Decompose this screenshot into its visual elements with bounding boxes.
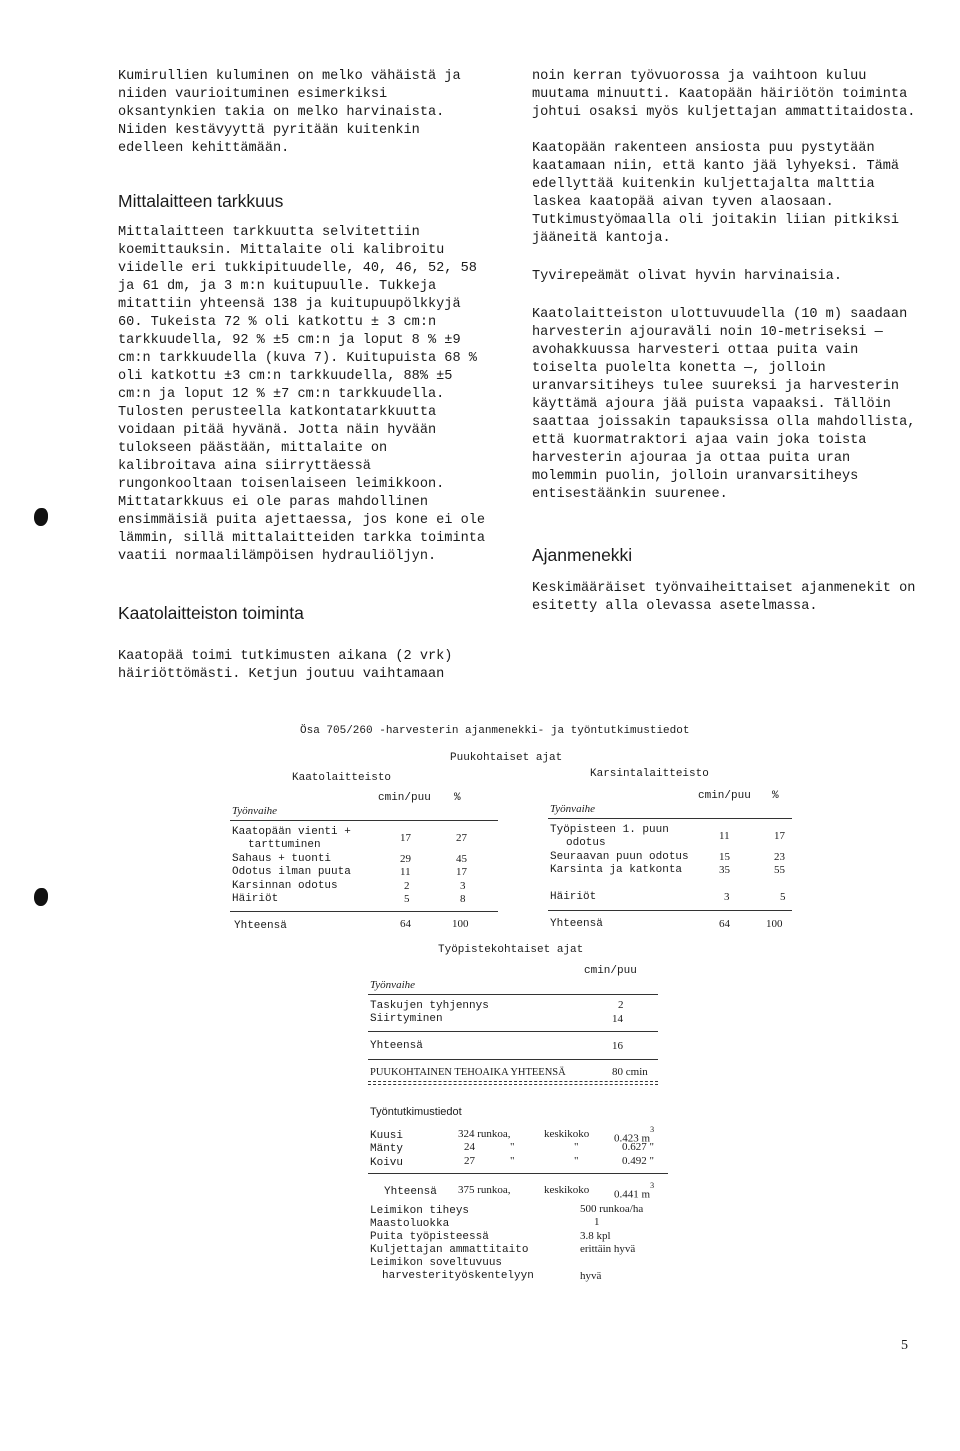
table-cell: 27 (456, 832, 467, 844)
table-cell: 15 (719, 851, 730, 863)
table-cell: 55 (774, 864, 785, 876)
keskikoko-label: keskikoko (544, 1128, 590, 1140)
divider (548, 910, 792, 911)
detail-value: 500 runkoa/ha (580, 1203, 644, 1215)
section-heading: Ajanmenekki (532, 545, 633, 565)
puukohtaiset-heading: Puukohtaiset ajat (450, 752, 563, 764)
double-divider (368, 1084, 658, 1085)
detail-label: Leimikon tiheys (370, 1205, 470, 1217)
divider (230, 911, 498, 912)
total-cell: 100 (452, 918, 469, 930)
size-cell: 0.492 " (622, 1155, 654, 1167)
paragraph: Tyvirepeämät olivat hyvin harvinaisia. (532, 269, 842, 284)
table-cell: 14 (612, 1013, 623, 1025)
table-cell: 11 (719, 830, 730, 842)
detail-value: 3.8 kpl (580, 1230, 611, 1242)
table-row-label: Karsinnan odotus (232, 880, 338, 892)
tyopiste-col-min: cmin/puu (584, 965, 637, 977)
left-column (118, 68, 490, 698)
detail-label: Maastoluokka (370, 1218, 450, 1230)
karsinta-col-min: cmin/puu (698, 790, 751, 802)
table-row-label: Työpisteen 1. puun (550, 824, 669, 836)
divider (368, 1173, 668, 1174)
table-row-label: tarttuminen (248, 839, 321, 851)
paragraph: Kaatopään rakenteen ansiosta puu pystytään kaatamaan niin, että kanto jää lyhyeksi. Tämä edellyttää kuitenkin kuljettajalta malttia laskea kaatopää aivan tyven alaosaan. Tutkimustyömaalla oli joitakin liian pitkiksi jääneitä kantoja. (532, 141, 900, 246)
species-label: Kuusi (370, 1130, 404, 1142)
tyopiste-heading: Työpistekohtaiset ajat (438, 944, 584, 956)
total-count: 375 runkoa, (458, 1184, 511, 1196)
ditto-mark: " (510, 1155, 515, 1167)
total-cell: 100 (766, 918, 783, 930)
table-row-label: Häiriöt (232, 893, 279, 905)
right-column (532, 68, 920, 630)
paragraph: Kaatopää toimi tutkimusten aikana (2 vrk) häiriöttömästi. Ketjun joutuu vaihtamaan (118, 649, 453, 682)
section-heading: Mittalaitteen tarkkuus (118, 191, 284, 211)
ditto-mark: " (574, 1155, 579, 1167)
ditto-mark: " (574, 1141, 579, 1153)
table-cell: 17 (456, 866, 467, 878)
tyontutkimus-heading: Työntutkimustiedot (370, 1106, 462, 1118)
section-heading: Kaatolaitteiston toiminta (118, 603, 304, 623)
species-label: Koivu (370, 1157, 404, 1169)
table-row-label: Siirtyminen (370, 1013, 443, 1025)
table-row-label: Odotus ilman puuta (232, 866, 351, 878)
kaato-heading: Kaatolaitteisto (292, 772, 392, 784)
detail-value: 1 (594, 1216, 600, 1228)
detail-label: Kuljettajan ammattitaito (370, 1244, 529, 1256)
species-label: Mänty (370, 1143, 404, 1155)
table-row-label: Karsinta ja katkonta (550, 864, 683, 876)
ditto-mark: " (510, 1141, 515, 1153)
punch-hole-mark (34, 888, 48, 906)
size-cell: 0.423 $m^3$ (614, 1125, 655, 1145)
total-label: Yhteensä (550, 918, 603, 930)
table-cell: 3 (460, 880, 466, 892)
tyopiste-col-phase: Työnvaihe (370, 979, 416, 991)
total-cell: 64 (719, 918, 730, 930)
tehoaika-label: PUUKOHTAINEN TEHOAIKA YHTEENSÄ (370, 1067, 566, 1078)
divider (368, 1059, 658, 1060)
table-cell: 11 (400, 866, 411, 878)
table-cell: 23 (774, 851, 785, 863)
total-label: Yhteensä (370, 1040, 423, 1052)
table-row-label: Taskujen tyhjennys (370, 1000, 489, 1012)
table-cell: 29 (400, 853, 411, 865)
page-number: 5 (901, 1338, 908, 1353)
divider (368, 994, 658, 995)
detail-label: harvesterityöskentelyyn (382, 1270, 534, 1282)
divider (548, 818, 792, 819)
double-divider (368, 1081, 658, 1082)
table-title: Ösa 705/260 -harvesterin ajanmenekki- ja työntutkimustiedot (300, 725, 690, 737)
paragraph: Keskimääräiset työnvaiheittaiset ajanmenekit on esitetty alla olevassa asetelmassa. (532, 581, 916, 614)
table-row-label: Seuraavan puun odotus (550, 851, 689, 863)
table-cell: 2 (618, 999, 624, 1011)
table-cell: 3 (724, 891, 730, 903)
table-cell: 17 (774, 830, 785, 842)
total-label: Yhteensä (384, 1186, 437, 1198)
table-row-label: Häiriöt (550, 891, 597, 903)
table-row-label: Sahaus + tuonti (232, 853, 332, 865)
count-cell: 24 (464, 1141, 475, 1153)
detail-value: erittäin hyvä (580, 1243, 636, 1255)
keskikoko-label: keskikoko (544, 1184, 590, 1196)
karsinta-col-phase: Työnvaihe (550, 803, 596, 815)
table-cell: 17 (400, 832, 411, 844)
table-row-label: odotus (566, 837, 606, 849)
detail-value: hyvä (580, 1270, 602, 1282)
table-cell: 2 (404, 880, 410, 892)
table-cell: 5 (780, 891, 786, 903)
count-cell: 27 (464, 1155, 475, 1167)
punch-hole-mark (34, 508, 48, 526)
total-cell: 16 (612, 1040, 623, 1052)
paragraph: noin kerran työvuorossa ja vaihtoon kuluu muutama minuutti. Kaatopään häiriötön toiminta johtui osaksi myös kuljettajan ammattitaidosta. (532, 69, 916, 120)
detail-label: Leimikon soveltuvuus (370, 1257, 503, 1269)
total-label: Yhteensä (234, 920, 287, 932)
kaato-col-phase: Työnvaihe (232, 805, 278, 817)
table-cell: 8 (460, 893, 466, 905)
table-row-label: Kaatopään vienti + (232, 826, 351, 838)
kaato-col-min: cmin/puu (378, 792, 431, 804)
table-cell: 35 (719, 864, 730, 876)
kaato-col-pct: % (454, 792, 461, 804)
paragraph: Kumirullien kuluminen on melko vähäistä ja niiden vaurioituminen esimerkiksi oksantynkien takia on melko harvinaista. Niiden kestävyyttä pyritään kuitenkin edelleen kehittämään. (118, 69, 461, 156)
divider (230, 820, 498, 821)
paragraph: Mittalaitteen tarkkuutta selvitettiin koemittauksin. Mittalaite oli kalibroitu viidelle eri tukkipituudelle, 40, 46, 52, 58 ja 61 dm, ja 3 m:n kuitupuulle. Tukkeja mitattiin yhteensä 138 ja kuitupuupölkkyjä 60. Tukeista 72 % oli katkottu ± 3 cm:n tarkkuudella, 92 % ±5 cm:n ja loput 8 % ±9 cm:n tarkkuudella (kuva 7). Kuitupuista 68 % oli katkottu ±3 cm:n tarkkuudella, 88% ±5 cm:n ja loput 12 % ±7 cm:n tarkkuudella. Tulosten perusteella katkontatarkkuutta voidaan pitää hyvänä. Jotta näin hyvään tulokseen päästään, mittalaite on kalibroitava aina siirryttäessä rungonkooltaan toisenlaiseen leimikkoon. Mittatarkkuus ei ole paras mahdollinen ensimmäisiä puita ajettaessa, jos kone ei ole lämmin, sillä mittalaitteiden tarkka toiminta vaatii normaalilämpöisen hydrauliöljyn. (118, 225, 486, 564)
divider (368, 1031, 658, 1032)
table-cell: 45 (456, 853, 467, 865)
karsinta-heading: Karsintalaitteisto (590, 768, 709, 780)
total-cell: 64 (400, 918, 411, 930)
count-cell: 324 runkoa, (458, 1128, 511, 1140)
tehoaika-value: 80 cmin (612, 1066, 648, 1078)
paragraph: Kaatolaitteiston ulottuvuudella (10 m) saadaan harvesterin ajouraväli noin 10-metriseksi — avohakkuussa harvesteri ottaa puita vain toiselta puolelta konetta —, jolloin uranvarsitiheys tulee suureksi ja harvesterin käyttämä ajoura jää puista vapaaksi. Tällöin saattaa joissakin tapauksissa olla mahdollista, että kuormatraktori ajaa vain joka toista harvesterin ajouraa ja ottaa puita uran molemmin puolin, jolloin uranvarsitiheys entisestäänkin suurenee. (532, 307, 916, 502)
total-size: 0.441 $m^3$ (614, 1181, 655, 1201)
detail-label: Puita työpisteessä (370, 1231, 489, 1243)
size-cell: 0.627 " (622, 1141, 654, 1153)
table-cell: 5 (404, 893, 410, 905)
karsinta-col-pct: % (772, 790, 779, 802)
